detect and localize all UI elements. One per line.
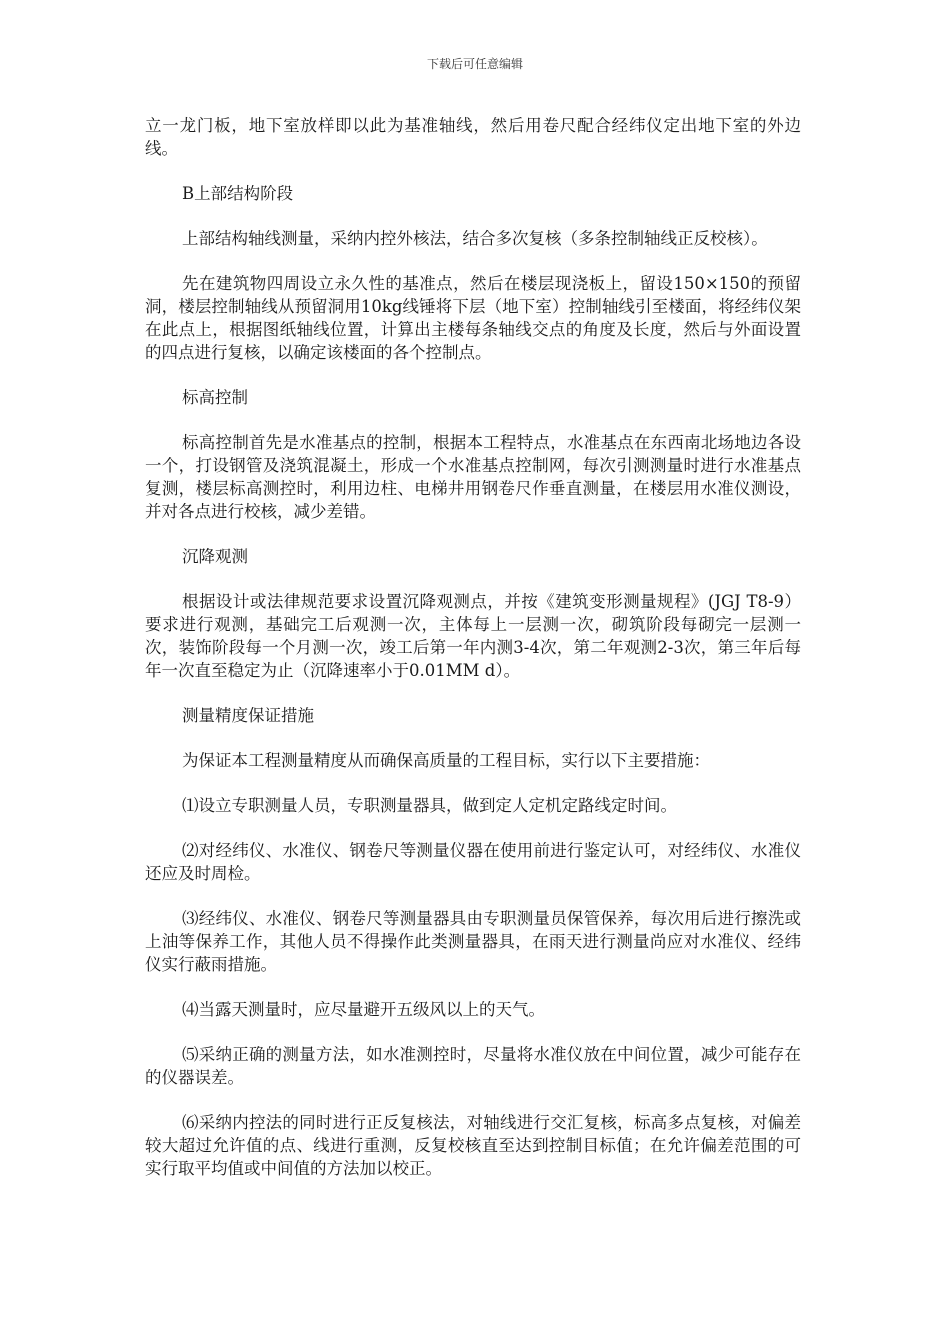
section-heading: 沉降观测: [182, 547, 248, 566]
paragraph: 上部结构轴线测量，采纳内控外核法，结合多次复核（多条控制轴线正反校核）。: [182, 229, 768, 248]
document-body: [145, 114, 801, 1202]
list-item: ⑹采纳内控法的同时进行正反复核法，对轴线进行交汇复核，标高多点复核，对偏差较大超过允许值的点、线进行重测，反复校核直至达到控制目标值；在允许偏差范围的可实行取平均值或中间值的方法加以校正。: [145, 1113, 801, 1178]
paragraph: 先在建筑物四周设立永久性的基准点，然后在楼层现浇板上，留设150×150的预留洞，楼层控制轴线从预留洞用10kg线锤将下层（地下室）控制轴线引至楼面，将经纬仪架在此点上，根据图纸轴线位置，计算出主楼每条轴线交点的角度及长度，然后与外面设置的四点进行复核，以确定该楼面的各个控制点。: [145, 274, 801, 362]
paragraph: 立一龙门板，地下室放样即以此为基准轴线，然后用卷尺配合经纬仪定出地下室的外边线。: [145, 116, 801, 158]
paragraph: 标高控制首先是水准基点的控制，根据本工程特点，水准基点在东西南北场地边各设一个，打设钢管及浇筑混凝土，形成一个水准基点控制网，每次引测测量时进行水准基点复测，楼层标高测控时，利用边柱、电梯井用钢卷尺作垂直测量，在楼层用水准仪测设，并对各点进行校核，减少差错。: [145, 433, 801, 521]
list-item: ⑷当露天测量时，应尽量避开五级风以上的天气。: [182, 1000, 545, 1019]
list-item: ⑸采纳正确的测量方法，如水准测控时，尽量将水准仪放在中间位置，减少可能存在的仪器误差。: [145, 1045, 801, 1087]
paragraph: 根据设计或法律规范要求设置沉降观测点，并按《建筑变形测量规程》(JGJ T8-9）要求进行观测，基础完工后观测一次，主体每上一层测一次，砌筑阶段每砌完一层测一次，装饰阶段每一个月测一次，竣工后第一年内测3-4次，第二年观测2-3次，第三年后每年一次直至稳定为止（沉降速率小于0.01MM d）。: [145, 592, 801, 680]
list-item: ⑵对经纬仪、水准仪、钢卷尺等测量仪器在使用前进行鉴定认可，对经纬仪、水准仪还应及时周检。: [145, 841, 801, 883]
page-header: 下载后可任意编辑: [426, 57, 523, 71]
section-heading: B上部结构阶段: [182, 184, 294, 203]
list-item: ⑴设立专职测量人员，专职测量器具，做到定人定机定路线定时间。: [182, 796, 677, 815]
paragraph: 为保证本工程测量精度从而确保高质量的工程目标，实行以下主要措施：: [182, 751, 710, 770]
section-heading: 测量精度保证措施: [182, 706, 314, 725]
section-heading: 标高控制: [182, 388, 248, 407]
list-item: ⑶经纬仪、水准仪、钢卷尺等测量器具由专职测量员保管保养，每次用后进行擦洗或上油等保养工作，其他人员不得操作此类测量器具，在雨天进行测量尚应对水准仪、经纬仪实行蔽雨措施。: [145, 909, 801, 974]
